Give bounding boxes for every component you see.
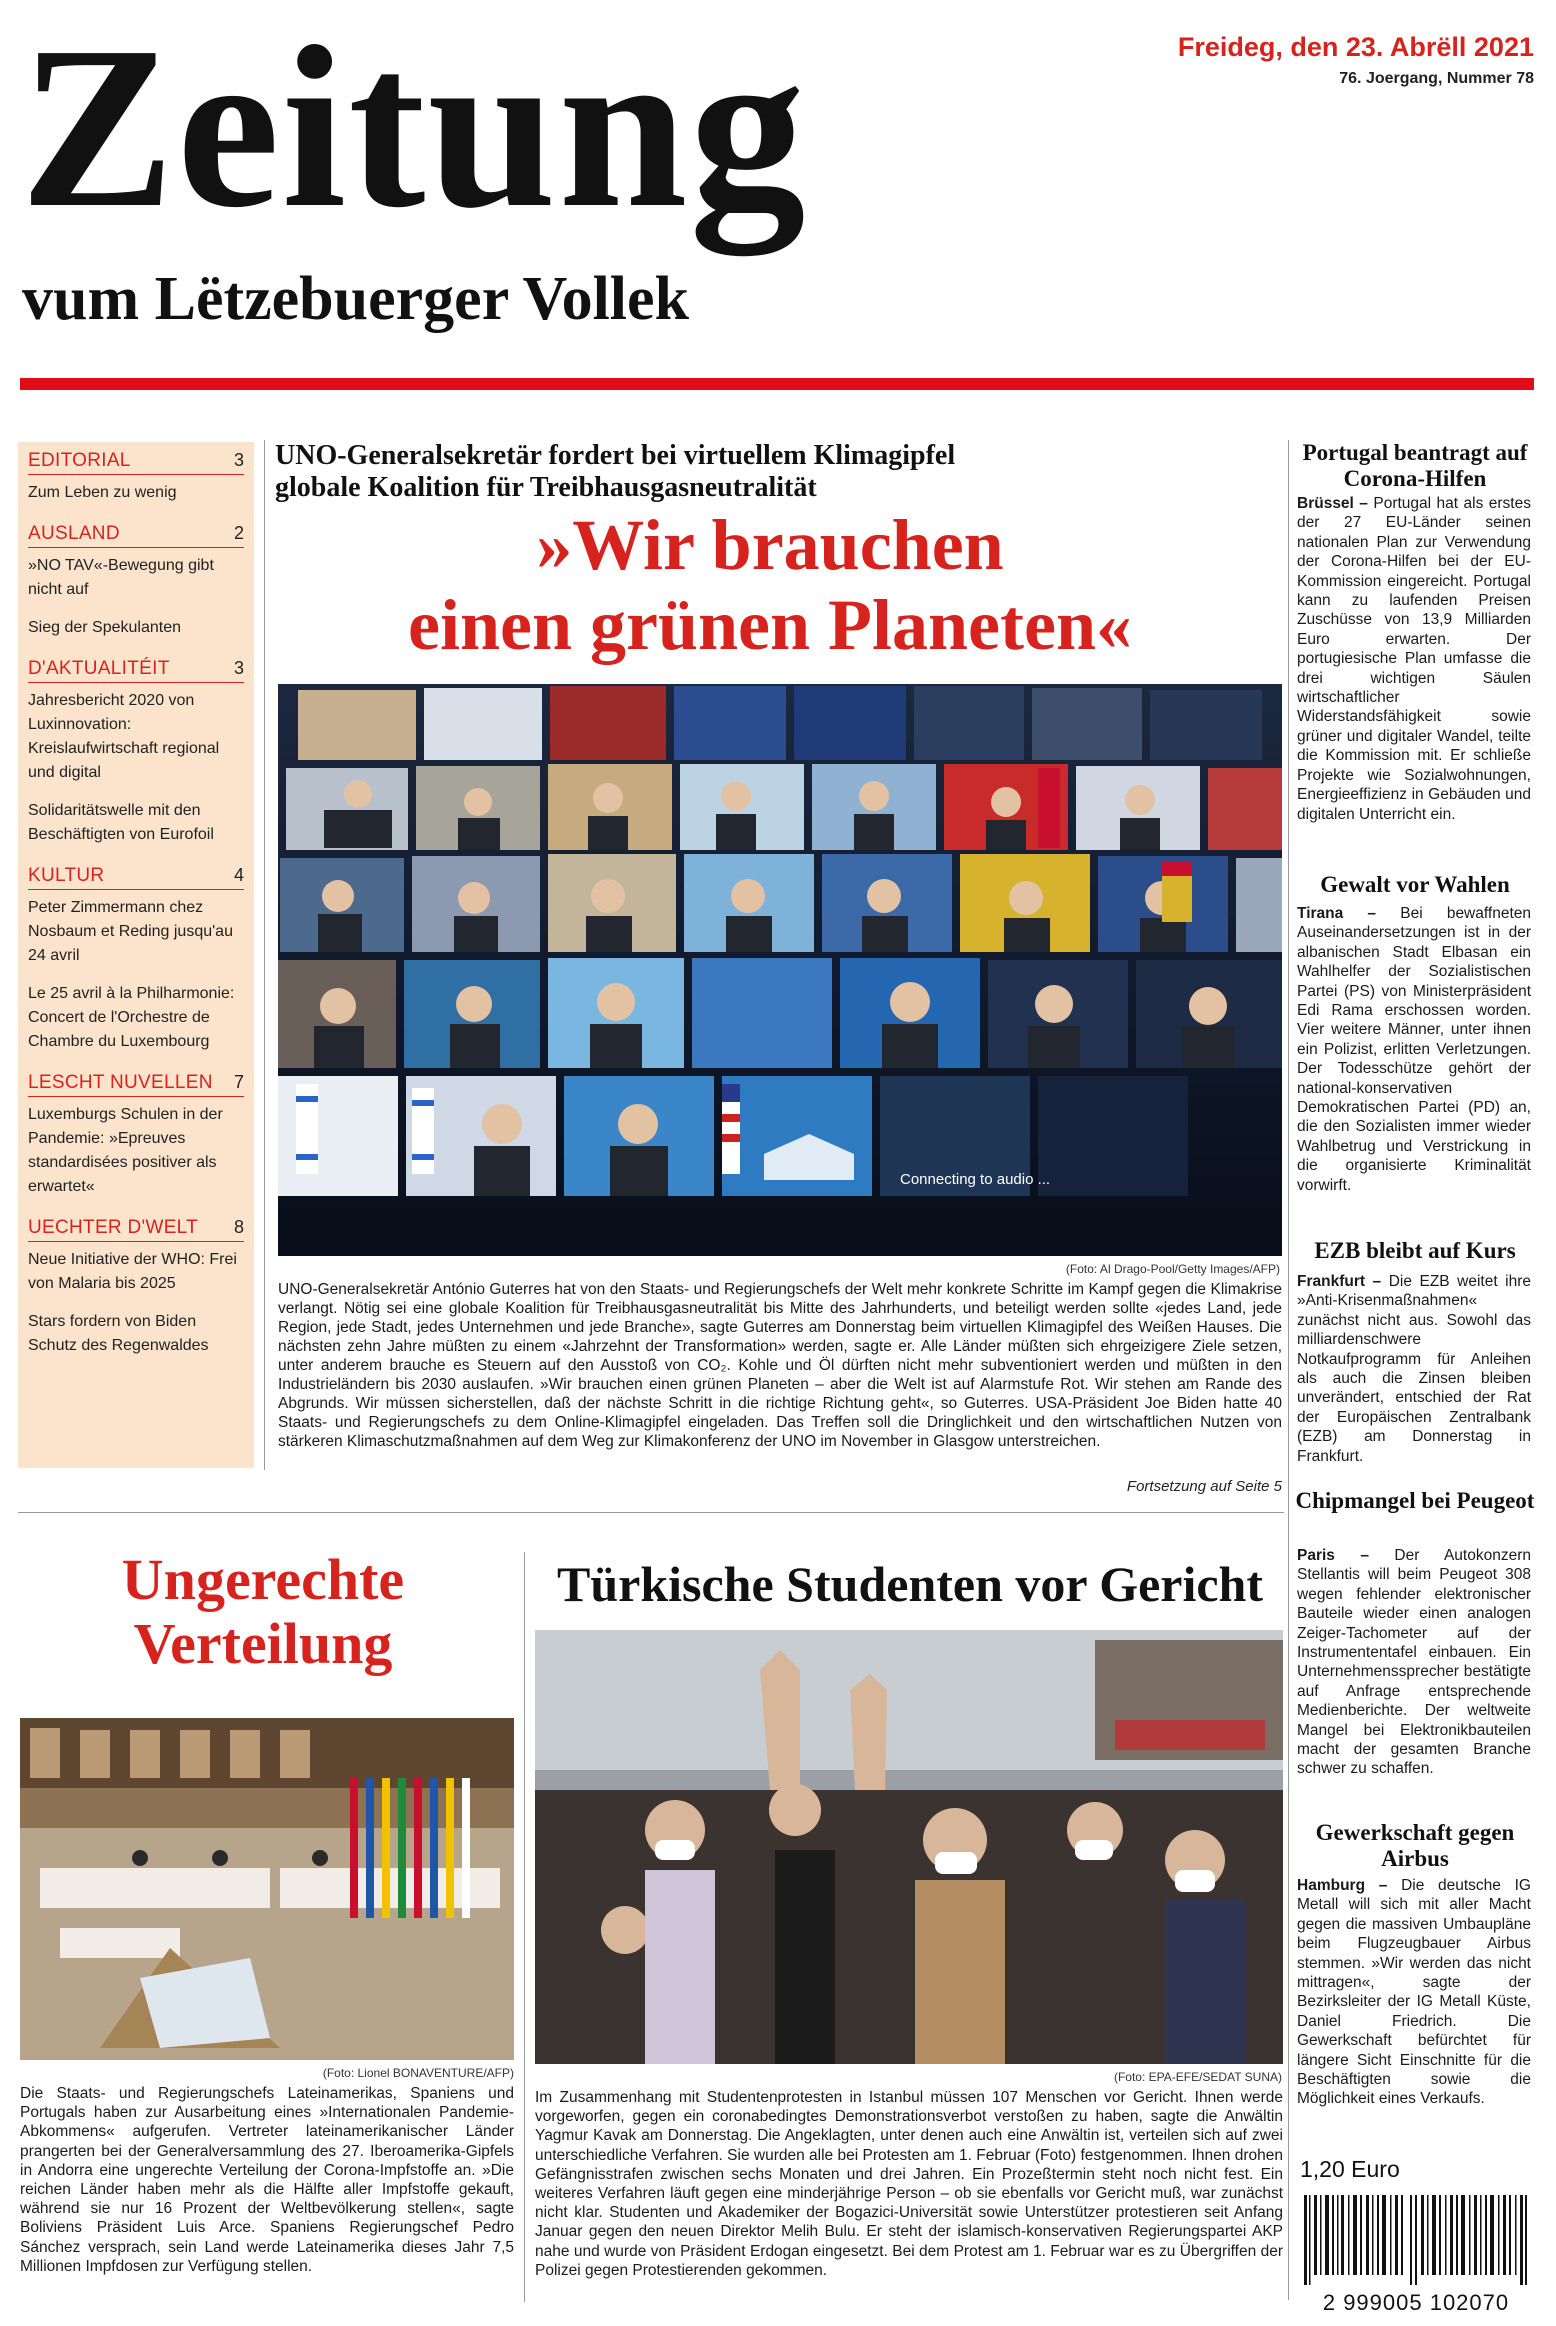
toc-section-page: 7 — [233, 1072, 244, 1092]
brief-body: Der Autokonzern Stellantis will beim Peugeot 308 wegen fehlender elektronischer Bauteile wieder einen analogen Zeiger-Tachometer auf der Instrumententafel einbauen. Ein Unternehmenssprecher bestätigte auf Anfrage entsprechende Medienberichte. Der weltweite Mangel bei Elektronikbauteilen macht der gesamten Branche schwer zu schaffen. — [1297, 1547, 1531, 1778]
brief-headline[interactable]: Gewalt vor Wahlen — [1320, 872, 1510, 897]
story-center-body: Im Zusammenhang mit Studentenprotesten in Istanbul müssen 107 Menschen vor Gericht. Ihnen werde vorgeworfen, gegen ein coronabedingtes Demonstrationsverbot verstoßen zu haben, sagte die Anwältin Yagmur Kavak am Donnerstag. Die Angeklagten, unter denen auch eine Anwältin ist, verteilen sich auf zwei unterschiedliche Verfahren. Sie wurden alle bei Protesten am 1. Februar (Foto) festgenommen. Ihnen drohen Gefängnisstrafen zwischen sechs Monaten und drei Jahren. Ein Prozeßtermin steht noch nicht fest. Ein weiteres Verfahren läuft gegen eine minderjährige Person – ob sie ebenfalls vor Gericht muß, war zunächst nicht klar. Studenten und Akademiker der Bogazici-Universität sowie Unterstützer protestieren seit Anfang Januar gegen den neuen Direktor Melih Bulu. Er steht der islamisch-konservativen Regierungspartei AKP nahe und wurde von Präsident Erdogan eingesetzt. Bei dem Protest am 1. Februar war es zu Übergriffen der Polizei gegen Protestierenden gekommen. — [535, 2089, 1283, 2279]
lead-kicker-line: globale Koalition für Treibhausgasneutralität — [275, 472, 817, 503]
story-left-photo-credit: (Foto: Lionel BONAVENTURE/AFP) — [322, 2066, 514, 2080]
toc-section-page: 2 — [233, 523, 244, 543]
toc-item[interactable]: Solidaritätswelle mit den Beschäftigten von Eurofoil — [28, 802, 214, 843]
story-left-headline-line: Verteilung — [133, 1611, 393, 1676]
story-center-photo-protest[interactable] — [535, 1630, 1283, 2064]
brief-text — [1297, 1546, 1531, 1808]
brief-headline[interactable]: EZB bleibt auf Kurs — [1314, 1238, 1516, 1263]
lead-kicker — [275, 440, 1265, 504]
barcode — [1300, 2195, 1532, 2285]
toc-section-name: UECHTER D'WELT — [28, 1217, 199, 1238]
toc-item[interactable]: Zum Leben zu wenig — [28, 484, 177, 501]
brief-text — [1297, 1272, 1531, 1472]
toc-section-lescht-nuvellen[interactable] — [28, 1072, 244, 1199]
column-rule — [264, 440, 265, 1470]
brief-text — [1297, 494, 1531, 854]
toc-section-ausland[interactable] — [28, 523, 244, 640]
table-of-contents — [18, 442, 254, 1468]
masthead-red-rule — [20, 378, 1534, 390]
summit-illustration — [20, 1718, 514, 2060]
toc-section-name: D'AKTUALITÉIT — [28, 658, 170, 679]
toc-item[interactable]: Stars fordern von Biden Schutz des Regenwaldes — [28, 1313, 209, 1354]
brief-dateline: Brüssel – — [1297, 495, 1368, 512]
toc-section-name: KULTUR — [28, 865, 105, 886]
barcode-number: 2 999005 102070 — [1322, 2290, 1510, 2315]
brief-dateline: Tirana – — [1297, 905, 1377, 922]
brief-headline[interactable]: Chipmangel bei Peugeot — [1295, 1488, 1535, 1513]
toc-item[interactable]: Sieg der Spekulanten — [28, 619, 181, 636]
brief-dateline: Frankfurt – — [1297, 1273, 1382, 1290]
lead-continuation[interactable]: Fortsetzung auf Seite 5 — [1126, 1478, 1282, 1495]
lead-headline[interactable] — [275, 505, 1265, 665]
brief-body: Die EZB weitet ihre »Anti-Krisenmaßnahmen« zunächst nicht aus. Sowohl das milliardenschwere Notkaufprogramm für Anleihen als auch die Zinsen bleiben unverändert, entschied der Rat der Europäischen Zentralbank (EZB) am Donnerstag in Frankfurt. — [1297, 1273, 1531, 1465]
lead-headline-line: einen grünen Planeten« — [407, 585, 1132, 665]
video-wall-caption: Connecting to audio ... — [900, 1171, 1051, 1188]
lead-photo-video-wall[interactable] — [278, 684, 1282, 1256]
toc-section-editorial[interactable] — [28, 450, 244, 505]
lead-photo-credit: (Foto: Al Drago-Pool/Getty Images/AFP) — [1065, 1262, 1280, 1276]
toc-section-name: LESCHT NUVELLEN — [28, 1072, 213, 1093]
brief-headline[interactable]: Portugal beantragt auf Corona-Hilfen — [1302, 440, 1528, 491]
story-left-photo-summit[interactable] — [20, 1718, 514, 2060]
toc-section-page: 3 — [233, 658, 244, 678]
lead-body: UNO-Generalsekretär António Guterres hat von den Staats- und Regierungschefs der Welt mehr konkrete Schritte im Kampf gegen die Klimakrise verlangt. Nötig sei eine globale Koalition für Treibhausgasneutralität bis Mitte des Jahrhunderts, und beteiligt werden sollte «jedes Land, jede Region, jede Stadt, jedes Unternehmen und jede Branche», sagte Guterres am Donnerstag beim virtuellen Klimagipfel des Weißen Hauses. Die nächsten zehn Jahre müßten zu einem «Jahrzehnt der Transformation» werden, sagte er. Alle Länder müßten sich ehrgeizigere Ziele setzen, unter anderem brauche es Steuern auf den Ausstoß von CO₂. Kohle und Öl dürften nicht mehr subventioniert werden und müßten in den Industrieländern bis 2030 auslaufen. »Wir brauchen einen grünen Planeten – aber die Welt ist auf Alarmstufe Rot. Wir stehen am Rande des Abgrunds. Wir müssen sicherstellen, daß der nächste Schritt in die richtige Richtung geht«, so Guterres. USA-Präsident Joe Biden hatte 40 Staats- und Regierungschefs zu dem Online-Klimagipfel eingeladen. Das Treffen soll die Dringlichkeit und den wirtschaftlichen Nutzen von stärkeren Klimaschutzmaßnahmen auf dem Weg zur Klimakonferenz der UNO im November in Glasgow unterstreichen. — [278, 1281, 1282, 1450]
toc-section-uechter-dwelt[interactable] — [28, 1217, 244, 1358]
toc-section-page: 4 — [233, 865, 244, 885]
issue-date: Freideg, den 23. Abrëll 2021 — [1177, 32, 1534, 62]
story-center-headline[interactable]: Türkische Studenten vor Gericht — [556, 1556, 1264, 1612]
brief-body: Portugal hat als erstes der 27 EU-Länder seinen nationalen Plan zur Verwendung der Corona-Hilfen bei der EU-Kommission eingereicht. Portugal kann zu laufenden Preisen Zuschüsse von 13,9 Milliarden Euro erwarten. Der portugiesische Plan umfasse die drei wichtigen Säulen wirtschaftlicher Widerstandsfähigkeit sowie grüner und digitaler Wandel, teilte die Kommission mit. Er schließe Projekte wie Sozialwohnungen, Energieeffizienz in Gebäuden und digitalen Unterricht ein. — [1297, 495, 1531, 823]
toc-section-page: 8 — [233, 1217, 244, 1237]
toc-section-name: AUSLAND — [28, 523, 120, 544]
brief-headline[interactable]: Gewerkschaft gegen Airbus — [1315, 1820, 1515, 1871]
lead-kicker-line: UNO-Generalsekretär fordert bei virtuellem Klimagipfel — [275, 440, 956, 471]
toc-item[interactable]: Le 25 avril à la Philharmonie: Concert de l'Orchestre de Chambre du Luxembourg — [28, 985, 235, 1050]
toc-item[interactable]: »NO TAV«-Bewegung gibt nicht auf — [28, 557, 214, 598]
lead-headline-line: »Wir brauchen — [536, 505, 1004, 585]
price: 1,20 Euro — [1300, 2156, 1400, 2182]
issue-number: 76. Joergang, Nummer 78 — [1339, 70, 1534, 87]
brief-dateline: Paris – — [1297, 1547, 1369, 1564]
story-left-body: Die Staats- und Regierungschefs Lateinamerikas, Spaniens und Portugals haben zur Ausarbeitung eines »Internationalen Pandemie-Abkommens« aufgerufen. Vertreter lateinamerikanischer Länder prangerten bei der Generalversammlung des 27. Iberoamerika-Gipfels in Andorra eine ungerechte Verteilung der Corona-Impfstoffe an. »Die reichen Länder haben mehr als die Hälfte aller Impfstoffe gekauft, während sie nur 16 Prozent der Weltbevölkerung stellen«, sagte Boliviens Präsident Luis Arce. Spaniens Regierungschef Pedro Sánchez versprach, sein Land werde Lateinamerika dieses Jahr 7,5 Millionen Impfdosen zur Verfügung stellen. — [20, 2085, 514, 2275]
masthead-subtitle: vum Lëtzebuerger Vollek — [22, 265, 690, 333]
brief-body: Bei bewaffneten Auseinandersetzungen ist in der albanischen Stadt Elbasan ein Wahlhelfer der Sozialistischen Partei (PS) von Ministerpräsident Edi Rama erschossen worden. Vier weitere Männer, unter ihnen ein Polizist, erlitten Verletzungen. Der Todesschütze gehört der national-konservativen Demokratischen Partei (PD) an, die den Sozialisten immer wieder Wahlbetrug und Verstrickung in die organisierte Kriminalität vorwirft. — [1297, 905, 1531, 1194]
brief-body: Die deutsche IG Metall will sich mit aller Macht gegen die massiven Umbaupläne beim Flugzeugbauer Airbus stemmen. »Wir werden das nicht mittragen«, sagte der Bezirksleiter der IG Metall Küste, Daniel Friedrich. Die Gewerkschaft befürchtet für längere Sicht Einschnitte für die Beschäftigten sowie die Möglichkeit eines Verkaufs. — [1297, 1877, 1531, 2108]
toc-section-kultur[interactable] — [28, 865, 244, 1054]
toc-section-aktualiteit[interactable] — [28, 658, 244, 847]
column-rule — [1288, 440, 1289, 2300]
toc-item[interactable]: Luxemburgs Schulen in der Pandemie: »Epreuves standardisées positiver als erwartet« — [28, 1106, 223, 1195]
column-rule — [524, 1552, 525, 2302]
brief-text — [1297, 1876, 1531, 2138]
masthead-title: Zeitung — [20, 0, 808, 256]
brief-text — [1297, 904, 1531, 1224]
section-rule — [18, 1512, 1284, 1513]
toc-section-name: EDITORIAL — [28, 450, 131, 471]
toc-item[interactable]: Jahresbericht 2020 von Luxinnovation: Kreislaufwirtschaft regional und digital — [28, 692, 220, 781]
protest-illustration — [535, 1630, 1283, 2064]
story-center-photo-credit: (Foto: EPA-EFE/SEDAT SUNA) — [1113, 2070, 1282, 2084]
toc-item[interactable]: Neue Initiative der WHO: Frei von Malaria bis 2025 — [28, 1251, 237, 1292]
toc-item[interactable]: Peter Zimmermann chez Nosbaum et Reding jusqu'au 24 avril — [28, 899, 233, 964]
story-left-headline-line: Ungerechte — [121, 1547, 405, 1612]
toc-section-page: 3 — [233, 450, 244, 470]
story-left-headline[interactable] — [18, 1548, 508, 1676]
video-wall-illustration — [278, 684, 1282, 1256]
brief-dateline: Hamburg – — [1297, 1877, 1388, 1894]
